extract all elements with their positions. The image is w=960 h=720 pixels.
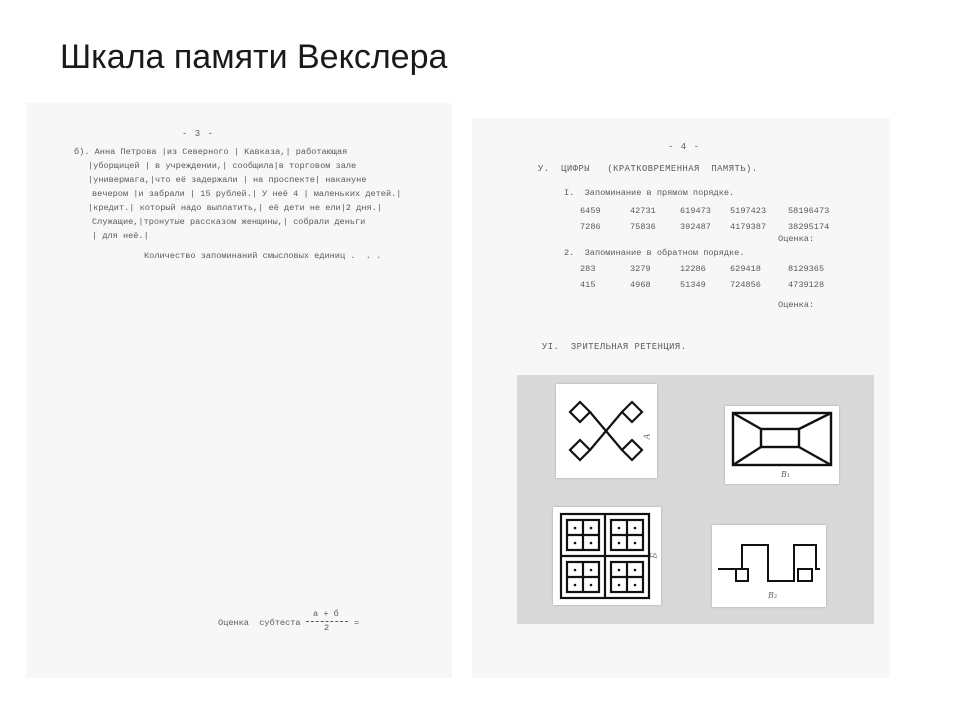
- forward-row-2: [580, 222, 838, 232]
- crossed-diamonds-figure: [556, 384, 657, 478]
- fraction-bar: [306, 621, 348, 622]
- digit-sequence: 7286: [580, 222, 601, 232]
- forward-title: I. Запоминание в прямом порядке.: [564, 188, 735, 198]
- forward-row-1: [580, 206, 838, 216]
- score-label: Оценка субтеста: [218, 618, 301, 628]
- digit-sequence: 58196473: [788, 206, 830, 216]
- story-line: |универмага,|что её задержали | на проспекте| накануне: [88, 175, 367, 185]
- score-denominator: 2: [324, 623, 330, 633]
- digit-sequence: 4739128: [788, 280, 825, 290]
- story-line: вечером |и забрали | 15 рублей.| У неё 4 | маленьких детей.|: [92, 189, 402, 199]
- digit-sequence: 42731: [630, 206, 656, 216]
- card-b1-label: В₁: [781, 470, 791, 479]
- figure-card-b1: [725, 406, 839, 484]
- backward-grade-label: Оценка:: [778, 300, 815, 310]
- page-number: - 3 -: [182, 129, 215, 139]
- units-count-label: Количество запоминаний смысловых единиц . . .: [144, 251, 382, 261]
- digit-sequence: 724856: [730, 280, 761, 290]
- card-b2-label: В₂: [768, 591, 778, 600]
- visual-retention-figures: [517, 375, 874, 624]
- digit-sequence: 8129365: [788, 264, 825, 274]
- story-line: б). Анна Петрова |из Северного | Кавказа,| работающая: [74, 147, 348, 157]
- digit-sequence: 38295174: [788, 222, 830, 232]
- digit-sequence: 4179387: [730, 222, 767, 232]
- figure-card-a: [556, 384, 657, 478]
- story-line: |кредит.| который надо выплатить,| её дети не ели|2 дня.|: [88, 203, 382, 213]
- section-vi-title: УI. ЗРИТЕЛЬНАЯ РЕТЕНЦИЯ.: [542, 342, 687, 352]
- score-numerator: а + б: [313, 609, 339, 619]
- digit-sequence: 619473: [680, 206, 711, 216]
- digit-sequence: 629418: [730, 264, 761, 274]
- slide-title: Шкала памяти Векслера: [60, 38, 448, 76]
- backward-title: 2. Запоминание в обратном порядке.: [564, 248, 745, 258]
- digit-sequence: 4968: [630, 280, 651, 290]
- digit-sequence: 75836: [630, 222, 656, 232]
- section-v-title: У. ЦИФРЫ (КРАТКОВРЕМЕННАЯ ПАМЯТЬ).: [538, 164, 758, 174]
- digit-sequence: 392487: [680, 222, 711, 232]
- card-a-label: А: [642, 433, 652, 440]
- digit-sequence: 5197423: [730, 206, 767, 216]
- digit-sequence: 283: [580, 264, 596, 274]
- digit-sequence: 12286: [680, 264, 706, 274]
- figure-card-b: [553, 507, 661, 605]
- backward-row-1: [580, 264, 838, 274]
- digit-sequence: 415: [580, 280, 596, 290]
- forward-grade-label: Оценка:: [778, 234, 815, 244]
- digit-sequence: 3279: [630, 264, 651, 274]
- digit-sequence: 6459: [580, 206, 601, 216]
- score-equals: =: [354, 618, 360, 628]
- digit-sequence: 51349: [680, 280, 706, 290]
- card-b-label: Б: [649, 552, 659, 559]
- page-number: - 4 -: [668, 142, 701, 152]
- story-line: | для неё.|: [92, 231, 149, 241]
- dotted-grid-figure: [553, 507, 661, 605]
- backward-row-2: [580, 280, 838, 290]
- figure-card-b2: [712, 525, 826, 607]
- story-line: Служащие,|тронутые рассказом женщины,| собрали деньги: [92, 217, 366, 227]
- story-line: |уборщицей | в учреждении,| сообщила|в торговом зале: [88, 161, 357, 171]
- scanned-page-3: [26, 103, 452, 678]
